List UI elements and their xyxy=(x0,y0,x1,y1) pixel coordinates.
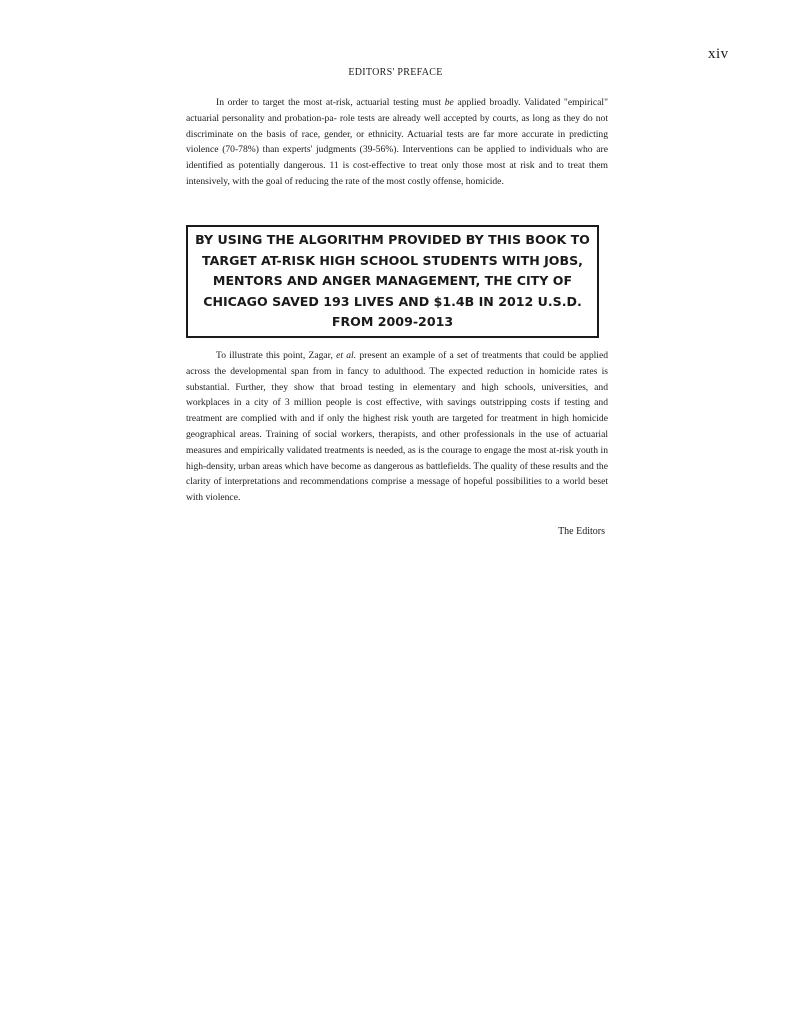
paragraph-1-emphasis: be xyxy=(444,97,454,108)
page-number: xiv xyxy=(708,46,729,62)
callout-text: BY USING THE ALGORITHM PROVIDED BY THIS BOOK TO TARGET AT-RISK HIGH SCHOOL STUDENTS WITH JOBS, MENTORS AND ANGER MANAGEMENT, THE CITY OF CHICAGO SAVED 193 LIVES AND $1.4B IN 2012 U.S.D. FROM 2009-2013 xyxy=(195,232,590,330)
paragraph-1-text-start: In order to target the most at-risk, actuarial testing must xyxy=(216,97,445,108)
paragraph-2-text-end: present an example of a set of treatments that could be applied across the developmental span from in fancy to adulthood. The expected reduction in homicide rates is substantial. Further, they show that broad testing in elementary and high schools, universities, and workplaces in a city of 3 million people is cost effective, with savings outstripping costs if testing and treatment are complied with and if only the highest risk youth are targeted for treatment in high homicide geographical areas. Training of social workers, therapists, and other professionals in the use of actuarial measures and empirically validated treatments is needed, as is the courage to engage the most at-risk youth in high-density, urban areas which have become as dangerous as battlefields. The quality of these results and the clarity of interpretations and recommendations comprise a message of hopeful possibilities to a world beset with violence. xyxy=(186,350,608,504)
running-head: EDITORS' PREFACE xyxy=(348,67,443,78)
paragraph-1-text-end: applied broadly. Validated "empirical" actuarial personality and probation-pa- role tests are already well accepted by courts, as long as they do not discriminate on the basis of race, gender, or ethnicity. Actuarial tests are far more accurate in predicting violence (70-78%) than experts' judgments (39-56%). Interventions can be applied to individuals who are identified as potentially dangerous. 11 is cost-effective to treat only those most at risk and to treat them intensively, with the goal of reducing the rate of the most costly offense, homicide. xyxy=(186,97,608,187)
preface-paragraph-1 xyxy=(186,95,608,190)
paragraph-2-emphasis: et al. xyxy=(336,350,357,361)
callout-box xyxy=(186,225,599,338)
signature: The Editors xyxy=(558,526,605,537)
paragraph-2-text-start: To illustrate this point, Zagar, xyxy=(216,350,337,361)
preface-paragraph-2 xyxy=(186,348,608,506)
